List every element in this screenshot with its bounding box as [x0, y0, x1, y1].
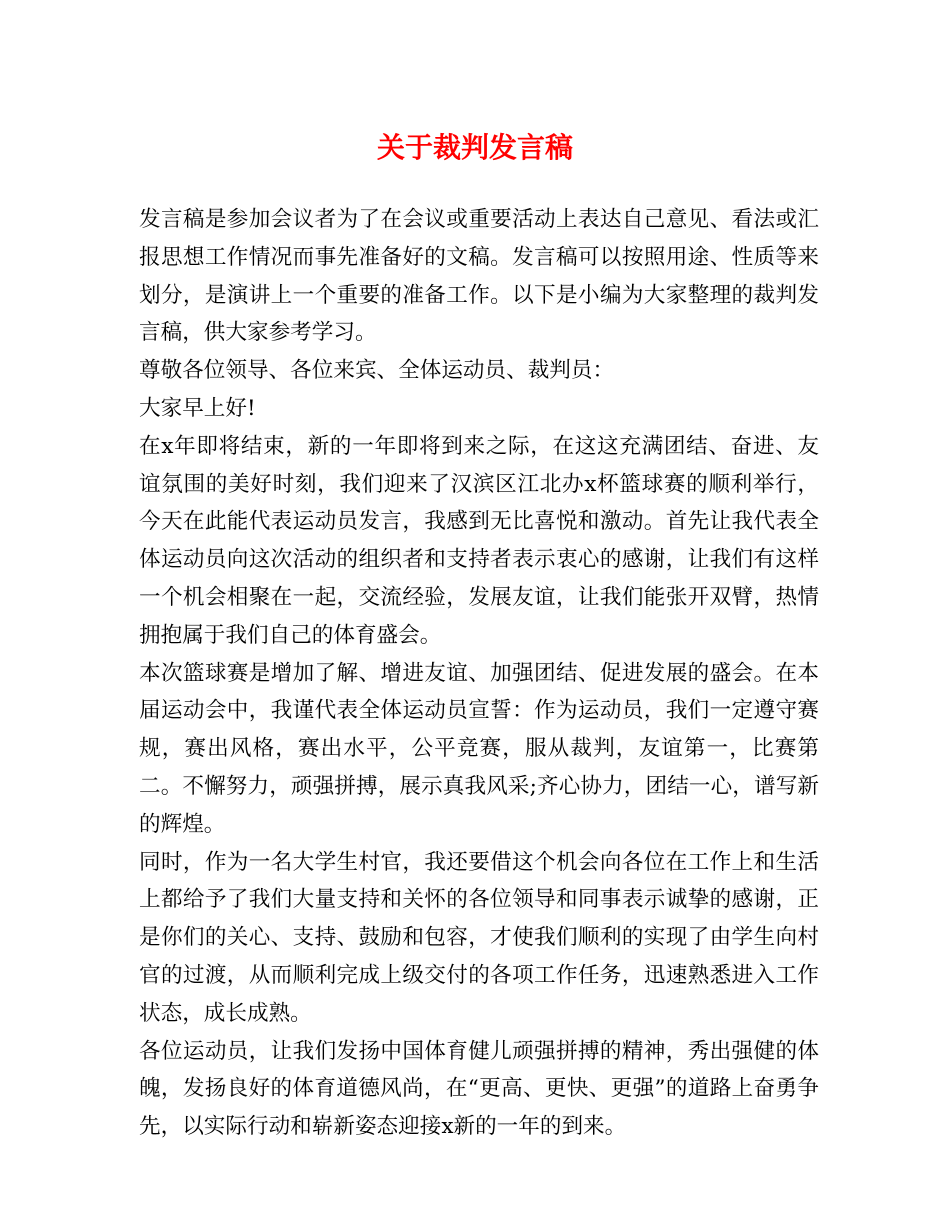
- page-title: 关于裁判发言稿: [376, 131, 573, 164]
- paragraph-closing: 各位运动员，让我们发扬中国体育健儿顽强拼搏的精神，秀出强健的体魄，发扬良好的体育道德风尚，在“更高、更快、更强”的道路上奋勇争先，以实际行动和崭新姿态迎接x新的一年的到来。: [139, 1038, 819, 1140]
- document-body: [139, 201, 819, 1146]
- paragraph-greeting: 大家早上好!: [139, 395, 256, 421]
- paragraph-salutation: 尊敬各位领导、各位来宾、全体运动员、裁判员：: [139, 358, 615, 384]
- paragraph-intro: 发言稿是参加会议者为了在会议或重要活动上表达自己意见、看法或汇报思想工作情况而事先准备好的文稿。发言稿可以按照用途、性质等来划分，是演讲上一个重要的准备工作。以下是小编为大家整理的裁判发言稿，供大家参考学习。: [139, 207, 819, 346]
- paragraph-thanks: 同时，作为一名大学生村官，我还要借这个机会向各位在工作上和生活上都给予了我们大量支持和关怀的各位领导和同事表示诚挚的感谢，正是你们的关心、支持、鼓励和包容，才使我们顺利的实现了由学生向村官的过渡，从而顺利完成上级交付的各项工作任务，迅速熟悉进入工作状态，成长成熟。: [139, 849, 819, 1026]
- paragraph-opening: 在x年即将结束，新的一年即将到来之际，在这这充满团结、奋进、友谊氛围的美好时刻，我们迎来了汉滨区江北办x杯篮球赛的顺利举行，今天在此能代表运动员发言，我感到无比喜悦和激动。首先让我代表全体运动员向这次活动的组织者和支持者表示衷心的感谢，让我们有这样一个机会相聚在一起，交流经验，发展友谊，让我们能张开双臂，热情拥抱属于我们自己的体育盛会。: [139, 433, 819, 648]
- paragraph-oath: 本次篮球赛是增加了解、增进友谊、加强团结、促进发展的盛会。在本届运动会中，我谨代表全体运动员宣誓：作为运动员，我们一定遵守赛规，赛出风格，赛出水平，公平竞赛，服从裁判，友谊第一，比赛第二。不懈努力，顽强拼搏，展示真我风采;齐心协力，团结一心，谱写新的辉煌。: [139, 660, 819, 837]
